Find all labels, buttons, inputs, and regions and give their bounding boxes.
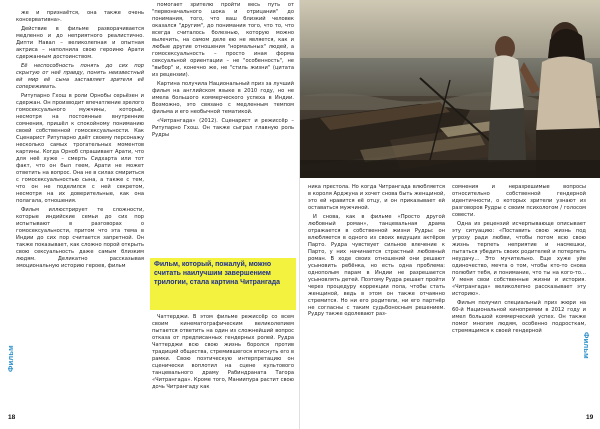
paragraph: сомнения и неразрешимые вопросы относительно собственной гендерной идентичности, о которых зрители узнают из разговоров Рудры с своим психологом / голосом совести. [452, 184, 586, 218]
right-column-1 [308, 184, 445, 321]
beach-photo [300, 0, 600, 178]
right-column-2 [452, 184, 586, 337]
paragraph: же и признаётся, она также очень консервативна». [16, 10, 144, 23]
paragraph: ника престола. Но когда Читрангада влюбляется в короля Арджуна и хочет снова быть женщиной, это ей нравится её отцу, и он приказывает ей оставаться мужчиной. [308, 184, 445, 211]
paragraph: Действие в фильме разворачивается медленно и до неприятного реалистично. Дипти Навал – великолепная и опытная актриса – наполнила свою героиню Арати сдержанным достоинством. [16, 26, 144, 61]
section-label-right: Фильм [582, 332, 591, 359]
paragraph: Фильм иллюстрирует те сложности, которые индийские семьи до сих пор испытывают в разговорах о гомосексуальности, притом что эта тема в Индии до сих пор считается запретной. Он также показывает, как сложно порой открыть свою сексуальность даже самым близким людям. Деликатно рассказывая эмоциональную историю героев, фильм [16, 206, 144, 269]
section-label-left: Фильм [6, 345, 15, 372]
paragraph: Её неспособность понять до сих пор скрытую от неё правду, понять неизвестный ей мир её сына заставляет зрителя её сопереживать. [16, 63, 144, 91]
pull-quote [150, 258, 296, 310]
paragraph: Чаттерджи. В этом фильме режиссёр со всем своим кинематографическим великолепием пытается ответить на один из сложнейший вопрос отказа от предписанных гендерных ролей. Рудра Чаттерджи всю свою жизнь боролся против традиций общества, стремившегося втиснуть его в рамки. Свою поэтическую интерпретацию он сценически воплотил на сцене культового танцевального драму Рабиндраната Тагора «Читрангада». Кроме того, Маниипура растит свою дочь Читрангаду как [152, 314, 294, 390]
left-column-1 [16, 10, 144, 272]
paragraph: помогает зрителю пройти весь путь от "первоначального шока и отрицания" до понимания, того, что ваш близкий человек оказался "другим", до понимания того, что то, что всегда считалось болезнью, которую можно вылечить, на самом деле ею не является, как и любые другие отношения "нормальных" людей, а гомосексуальность – просто иная форма сексуальной ориентации – не "особенность", не "выбор" и, конечно же, не "стиль жизни" (цитата из рецензии). [152, 2, 294, 78]
page-number-right: 19 [586, 414, 594, 421]
paragraph: Одна из рецензий исчерпывающе описывает эту ситуацию: «Поставить свою жизнь под угрозу ради любви, чтобы потом всю свою жизнь терпеть неприятие и насмешки, пытаться убедить своих родителей и потерпеть неудачу… Это мучительно. Еще хуже уйе одиночество, мечта о том, чтобы кто-то снова полюбит тебя, и понимание, что ты на кого-то… У меня свои собственные жизни и история. «Читрангада» великолепно рассказывает эту историю». [452, 221, 586, 297]
left-column-2-bottom [152, 314, 294, 393]
page-number-left: 18 [8, 414, 16, 421]
left-column-2-top [152, 2, 294, 141]
paragraph: И снова, как в фильме «Просто другой любовный роман», танцевальная драма отражается в собственной жизни Рудры: он влюбляется в одного из своих ведущих актёров Парто. Рудра чувствует сильное влечение к Парто, у них начинается страстный любовный роман. В ходе своих отношений они решают усыновить ребёнка, но есть одна проблема: однополым парам в Индии не разрешается усыновлять детей. Поэтому Рудра решает пройти через процедуру коррекции пола, чтобы стать женщиной, ведь в этом он также отчаянно стремится. Но ни его родители, ни его партнёр не согласны с таким судьбоносным решением. Рудру также одолевают раз- [308, 214, 445, 318]
beach-photo-image [300, 0, 600, 178]
paragraph: Фильм получил специальный приз жюри на 60-й Национальной кинопремии в 2012 году и имел большой коммерческий успех. Он также помог многим людям, особенно подросткам, стремящимся к своей гендерной [452, 299, 586, 334]
paragraph: Ритупарно Гхош в роли Орнобы серьёзен и сдержан. Он производит впечатление зрелого гомосексуального мужчины, который, несмотря на постоянные внутренние сомнения, пришёл к спокойному пониманию своей собственной гомосексуальности. Как Сценарист Ритупарно даёт своему персонажу несколько самых трогательных моментов картины. Когда Орноб спрашивает Арати, что для неё хуже – смерть Сидхарта или тот факт, что он был геем, Арати не может ответить на вопрос. Она не в силах смириться с гомосексуальностью сына, а также с тем, что он не поделился с ней секретом, несмотря на их доверительные, как она полагала, отношения. [16, 93, 144, 204]
paragraph: «Читрангада» (2012). Сценарист и режиссёр – Ритупарно Гхош. Он также сыграл главную роль Рудры [152, 117, 294, 138]
pull-quote-text: Фильм, который, пожалуй, можно считать наилучшим завершением трилогии, стала картина Читрангада [154, 261, 280, 286]
paragraph: Картина получила Национальный приз за лучший фильм на английском языке в 2010 году, но не имела большого коммерческого успеха в Индии. Возможно, это связано с медленным темпом фильма и его необычной тематикой. [152, 80, 294, 115]
